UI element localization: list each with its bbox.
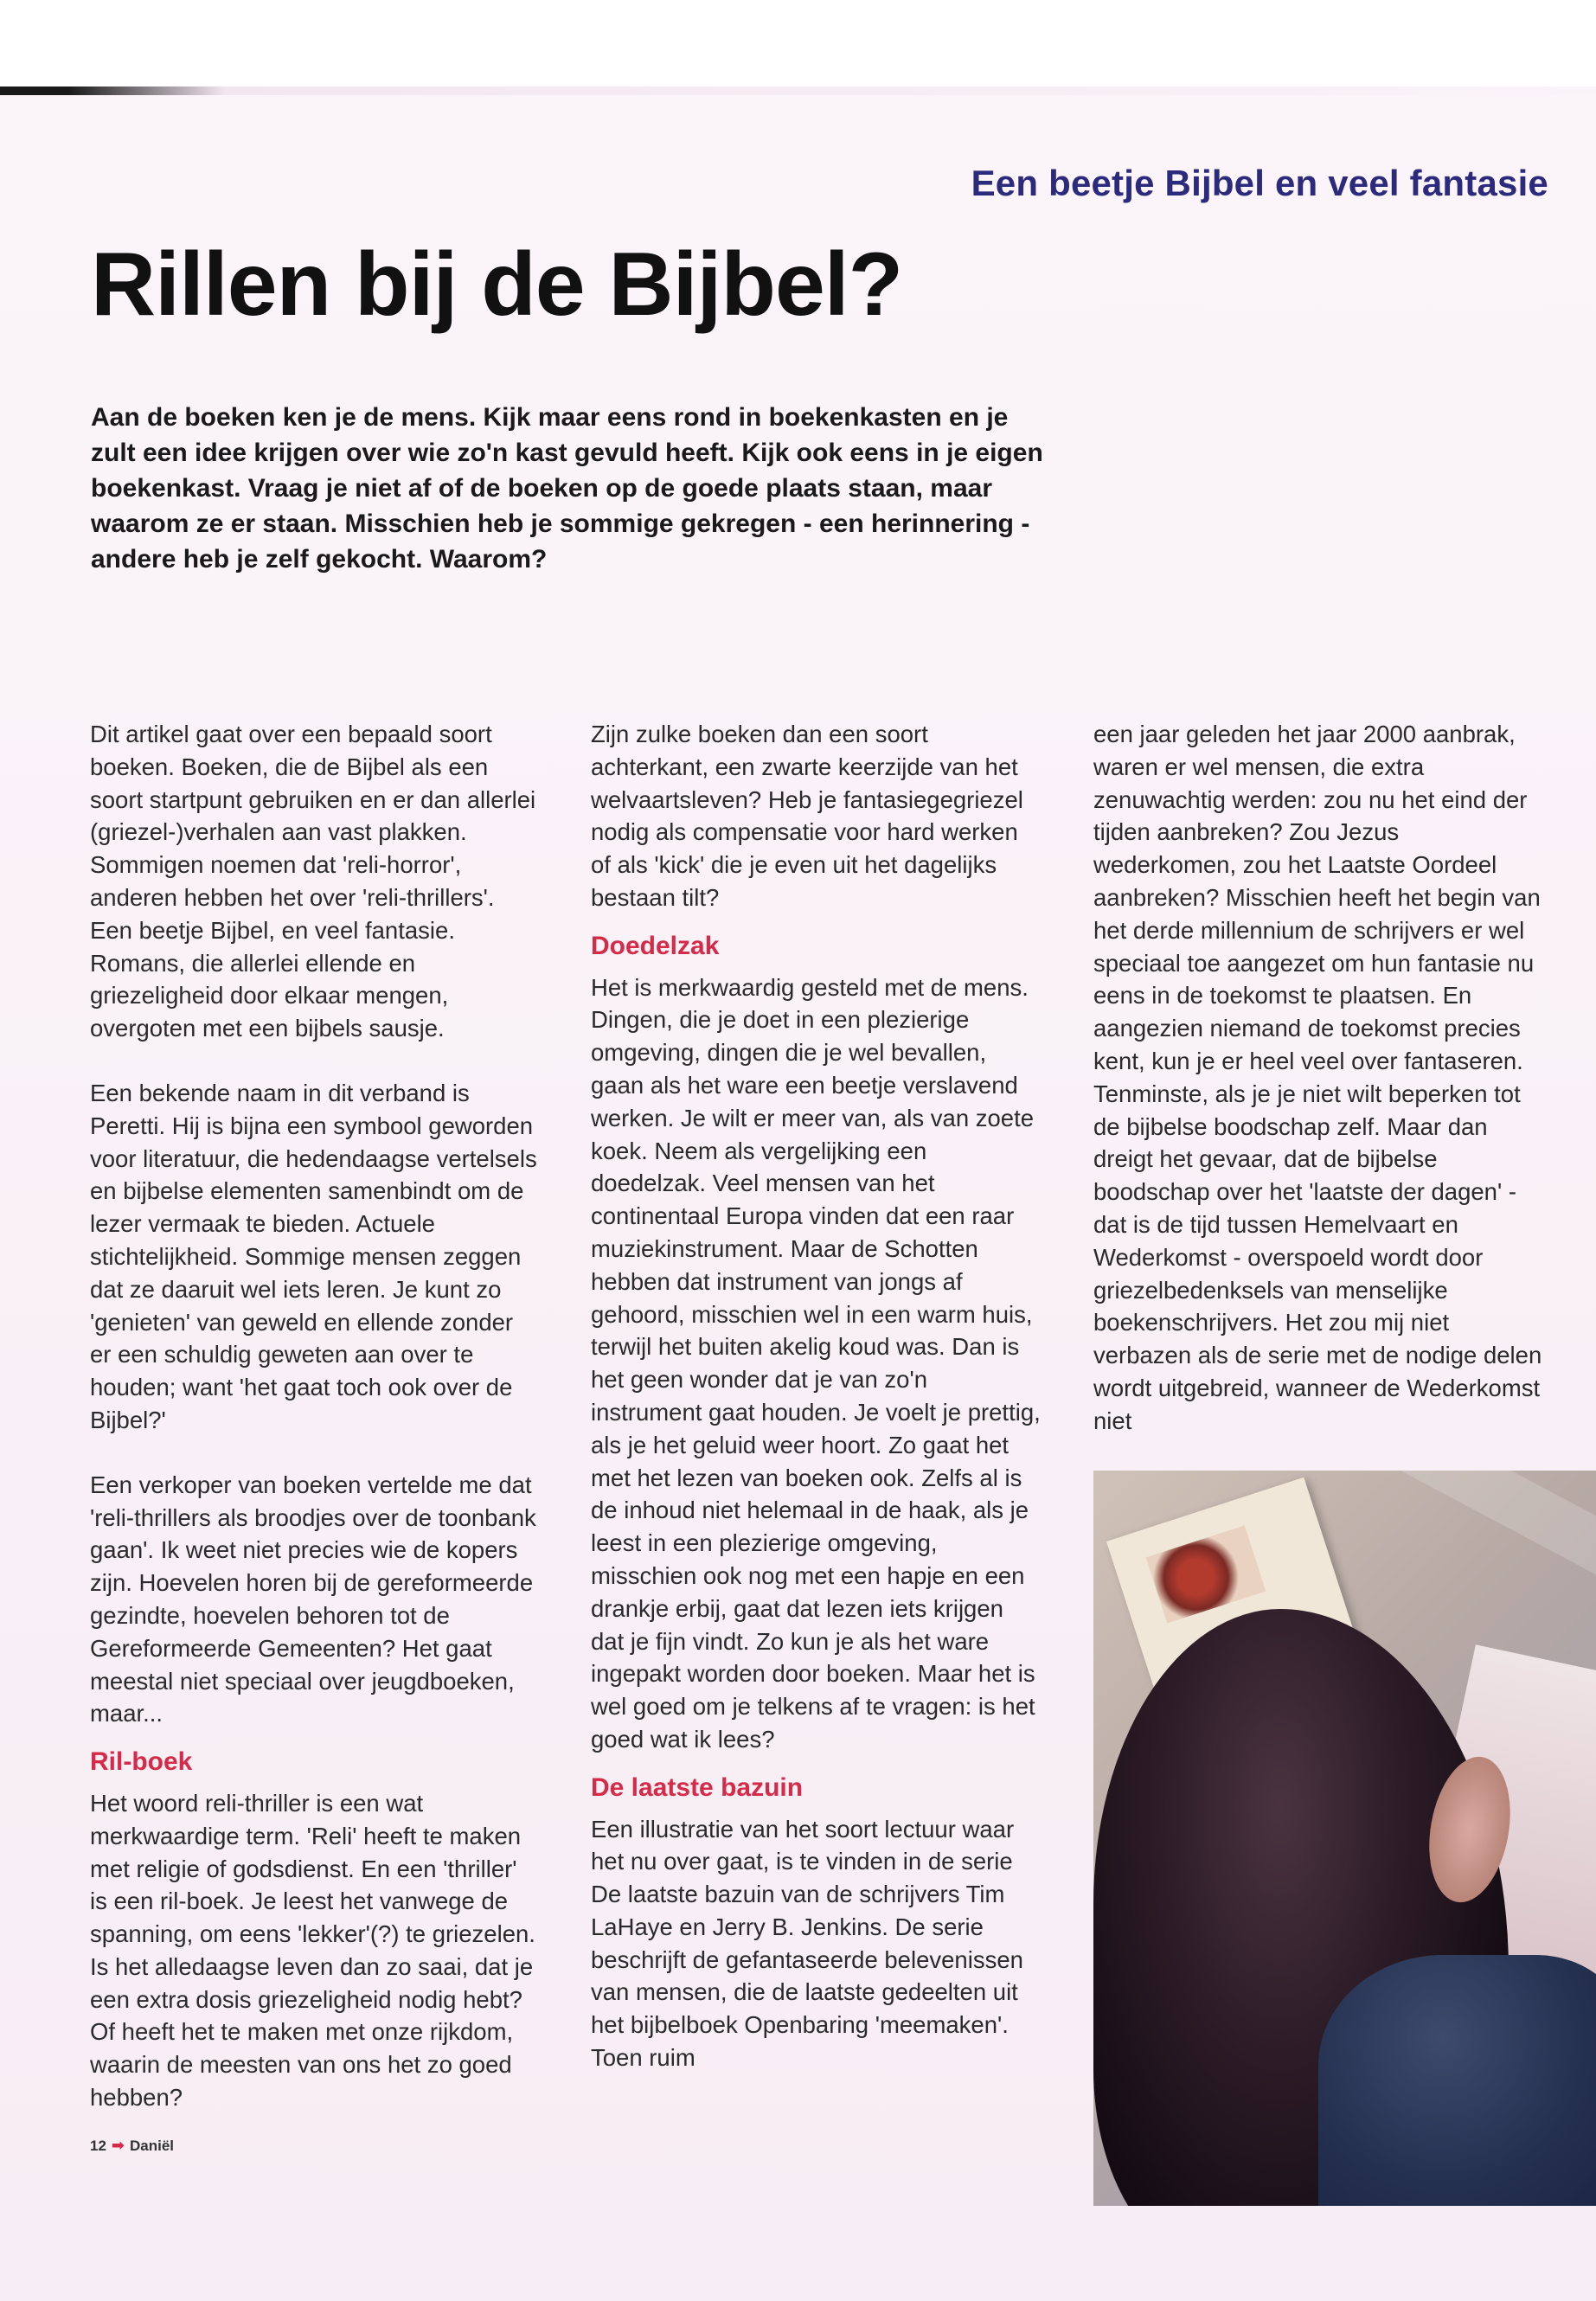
- subheading-doedelzak: Doedelzak: [591, 931, 720, 960]
- paragraph: een jaar geleden het jaar 2000 aanbrak, waren er wel mensen, die extra zenuwachtig werden: zou nu het eind der tijden aanbreken? Zou Jezus wederkomen, zou het Laatste Oordeel aanbreken? Misschien heeft het begin van het derde millennium de schrijvers er wel speciaal toe aangezet om hun fantasie nu eens in de toekomst te plaatsen. En aangezien niemand de toekomst precies kent, kun je er heel veel over fantaseren. Tenminste, als je je niet wilt beperken tot de bijbelse boodschap zelf. Maar dan dreigt het gevaar, dat de bijbelse boodschap over het 'laatste der dagen' - dat is de tijd tussen Hemelvaart en Wederkomst - overspoeld wordt door griezelbedenksels van menselijke boekenschrijvers. Het zou mij niet verbazen als de serie met de nodige delen wordt uitgebreid, wanneer de Wederkomst niet: [1093, 721, 1542, 1434]
- column-3: [1093, 718, 1543, 1470]
- lead-paragraph: Aan de boeken ken je de mens. Kijk maar eens rond in boekenkasten en je zult een idee krijgen over wie zo'n kast gevuld heeft. Kijk ook eens in je eigen boekenkast. Vraag je niet af of de boeken op de goede plaats staan, maar waarom ze er staan. Misschien heb je sommige gekregen - een herinnering - andere heb je zelf gekocht. Waarom?: [91, 403, 1043, 574]
- kicker: Een beetje Bijbel en veel fantasie: [971, 163, 1548, 203]
- paragraph: Een illustratie van het soort lectuur waar het nu over gaat, is te vinden in de serie De laatste bazuin van de schrijvers Tim LaHaye en Jerry B. Jenkins. De serie beschrijft de gefantaseerde belevenissen van mensen, die de laatste gedeelten uit het bijbelboek Openbaring 'meemaken'. Toen ruim: [591, 1815, 1023, 2072]
- subheading-ril-boek: Ril-boek: [90, 1747, 193, 1777]
- paragraph: Het is merkwaardig gesteld met de mens. Dingen, die je doet in een plezierige omgeving, dingen die je wel bevallen, gaan als het ware een beetje verslavend werken. Je wilt er meer van, als van zoete koek. Neem als vergelijking een doedelzak. Veel mensen van het continentaal Europa vinden dat een raar muziekinstrument. Maar de Schotten hebben dat instrument van jongs af gehoord, misschien wel in een warm huis, terwijl het buiten akelig koud was. Dan is het geen wonder dat je van zo'n instrument gaat houden. Je voelt je prettig, als je het geluid weer hoort. Zo gaat het met het lezen van boeken ook. Zelfs al is de inhoud niet helemaal in de haak, als je leest in een plezierige omgeving, misschien ook nog met een hapje en een drankje erbij, gaat dat lezen iets krijgen dat je fijn vindt. Zo kun je als het ware ingepakt worden door boeken. Maar het is wel goed om je telkens af te vragen: is het goed wat ik lees?: [591, 973, 1041, 1753]
- arrow-icon: ➡: [111, 2137, 125, 2154]
- magazine-name: Daniël: [130, 2137, 175, 2154]
- page-number: 12: [90, 2137, 106, 2154]
- paragraph: Het woord reli-thriller is een wat merkwaardige term. 'Reli' heeft te maken met religie of godsdienst. En een 'thriller' is een ril-boek. Je leest het vanwege de spanning, om eens 'lekker'(?) te griezelen. Is het alledaagse leven dan zo saai, dat je een extra dosis griezeligheid nodig hebt? Of heeft het te maken met onze rijkdom, waarin de meesten van ons het zo goed hebben?: [90, 1789, 535, 2112]
- paragraph: Dit artikel gaat over een bepaald soort boeken. Boeken, die de Bijbel als een soort startpunt gebruiken en er dan allerlei (griezel-)verhalen aan vast plakken. Sommigen noemen dat 'reli-horror', anderen hebben het over 'reli-thrillers'. Een beetje Bijbel, en veel fantasie. Romans, die allerlei ellende en griezeligheid door elkaar mengen, overgoten met een bijbels sausje.: [90, 721, 536, 1042]
- page-footer: [90, 2137, 174, 2155]
- column-1: [90, 718, 540, 2146]
- paragraph: Zijn zulke boeken dan een soort achterkant, een zwarte keerzijde van het welvaartsleven? Heb je fantasiegegriezel nodig als compensatie voor hard werken of als 'kick' die je even uit het dagelijks bestaan tilt?: [591, 721, 1023, 911]
- photo-girl-reading: [1093, 1471, 1596, 2206]
- photo-shoulder: [1318, 1955, 1596, 2206]
- paragraph: Een verkoper van boeken vertelde me dat 'reli-thrillers als broodjes over de toonbank gaan'. Ik weet niet precies wie de kopers zijn. Hoevelen horen bij de gereformeerde gezindte, hoevelen behoren tot de Gereformeerde Gemeenten? Het gaat meestal niet speciaal over jeugdboeken, maar...: [90, 1471, 536, 1727]
- column-2: [591, 718, 1041, 2106]
- paragraph: Een bekende naam in dit verband is Peretti. Hij is bijna een symbool geworden voor literatuur, die hedendaagse vertelsels en bijbelse elementen samenbindt om de lezer vermaak te bieden. Actuele stichtelijkheid. Sommige mensen zeggen dat ze daaruit wel iets leren. Je kunt zo 'genieten' van geweld en ellende zonder er een schuldig geweten aan over te houden; want 'het gaat toch ook over de Bijbel?': [90, 1079, 537, 1433]
- page-title: Rillen bij de Bijbel?: [91, 234, 903, 335]
- subheading-de-laatste-bazuin: De laatste bazuin: [591, 1772, 804, 1802]
